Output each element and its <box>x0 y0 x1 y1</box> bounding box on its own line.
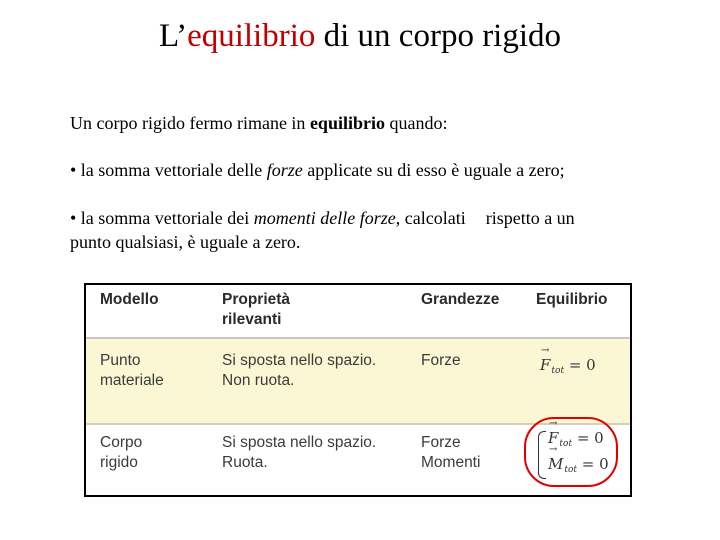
intro-text-end: quando: <box>384 113 448 133</box>
bullet-italic-term: forze <box>266 160 303 180</box>
properties-line2: Ruota. <box>222 454 268 471</box>
properties-cell <box>222 433 376 473</box>
bullet-forces <box>70 158 670 182</box>
highlight-circle <box>524 417 618 487</box>
header-equilibrio: Equilibrio <box>536 291 608 308</box>
title-highlight: equilibrio <box>187 18 316 54</box>
properties-line2: Non ruota. <box>222 372 295 389</box>
model-line1: Corpo <box>100 434 143 451</box>
properties-line1: Si sposta nello spazio. <box>222 352 377 369</box>
bullet-text: • la somma vettoriale dei <box>70 208 254 228</box>
slide-title <box>0 14 720 58</box>
bullet-text: • la somma vettoriale delle <box>70 160 267 180</box>
header-proprieta <box>222 290 290 330</box>
intro-paragraph <box>70 111 670 135</box>
bullet-italic-term: momenti delle forze <box>253 208 396 228</box>
vector-arrow-icon: → <box>549 444 558 455</box>
title-prefix: L’ <box>158 18 188 54</box>
bullet-text-end: applicate su di esso è uguale a zero; <box>302 160 565 180</box>
bullet-text-mid: , calcolati <box>395 208 466 228</box>
vector-arrow-icon: → <box>541 345 550 356</box>
table-row <box>86 418 630 497</box>
equation-value: = 0 <box>572 429 604 447</box>
subscript: tot <box>564 465 578 475</box>
table-header-row <box>86 285 630 339</box>
quantities-cell <box>421 351 461 371</box>
equation-value: = 0 <box>564 356 596 374</box>
bullet-text-tail: rispetto a un <box>485 208 575 228</box>
table-row <box>86 339 630 405</box>
intro-bold-term: equilibrio <box>309 113 385 133</box>
equation-value: = 0 <box>577 455 609 473</box>
properties-line1: Si sposta nello spazio. <box>222 434 377 451</box>
model-line2: materiale <box>100 372 164 389</box>
quantities-line1: Forze <box>421 352 461 369</box>
subscript: tot <box>551 366 565 376</box>
quantities-line1: Forze <box>421 434 461 451</box>
bullet-moments <box>70 206 670 254</box>
model-line1: Punto <box>100 352 141 369</box>
symbol: F <box>548 429 559 447</box>
header-modello: Modello <box>100 291 159 308</box>
equilibrium-equation <box>540 345 596 376</box>
bullet-text-line2: punto qualsiasi, è uguale a zero. <box>70 232 301 252</box>
symbol: M <box>548 455 564 473</box>
properties-cell <box>222 351 376 391</box>
symbol: F <box>540 356 551 374</box>
intro-text: Un corpo rigido fermo rimane in <box>70 113 310 133</box>
force-vector-symbol <box>540 345 551 374</box>
model-cell <box>100 433 142 473</box>
subscript: tot <box>559 439 573 449</box>
header-grandezze: Grandezze <box>421 291 500 308</box>
header-proprieta-line1: Proprietà <box>222 291 291 308</box>
model-line2: rigido <box>100 454 138 471</box>
comparison-table <box>84 283 632 497</box>
header-proprieta-line2: rilevanti <box>222 311 282 328</box>
quantities-cell <box>421 433 480 473</box>
quantities-line2: Momenti <box>421 454 481 471</box>
title-suffix: di un corpo rigido <box>315 18 562 54</box>
vector-arrow-icon: → <box>549 418 558 429</box>
model-cell <box>100 351 164 391</box>
